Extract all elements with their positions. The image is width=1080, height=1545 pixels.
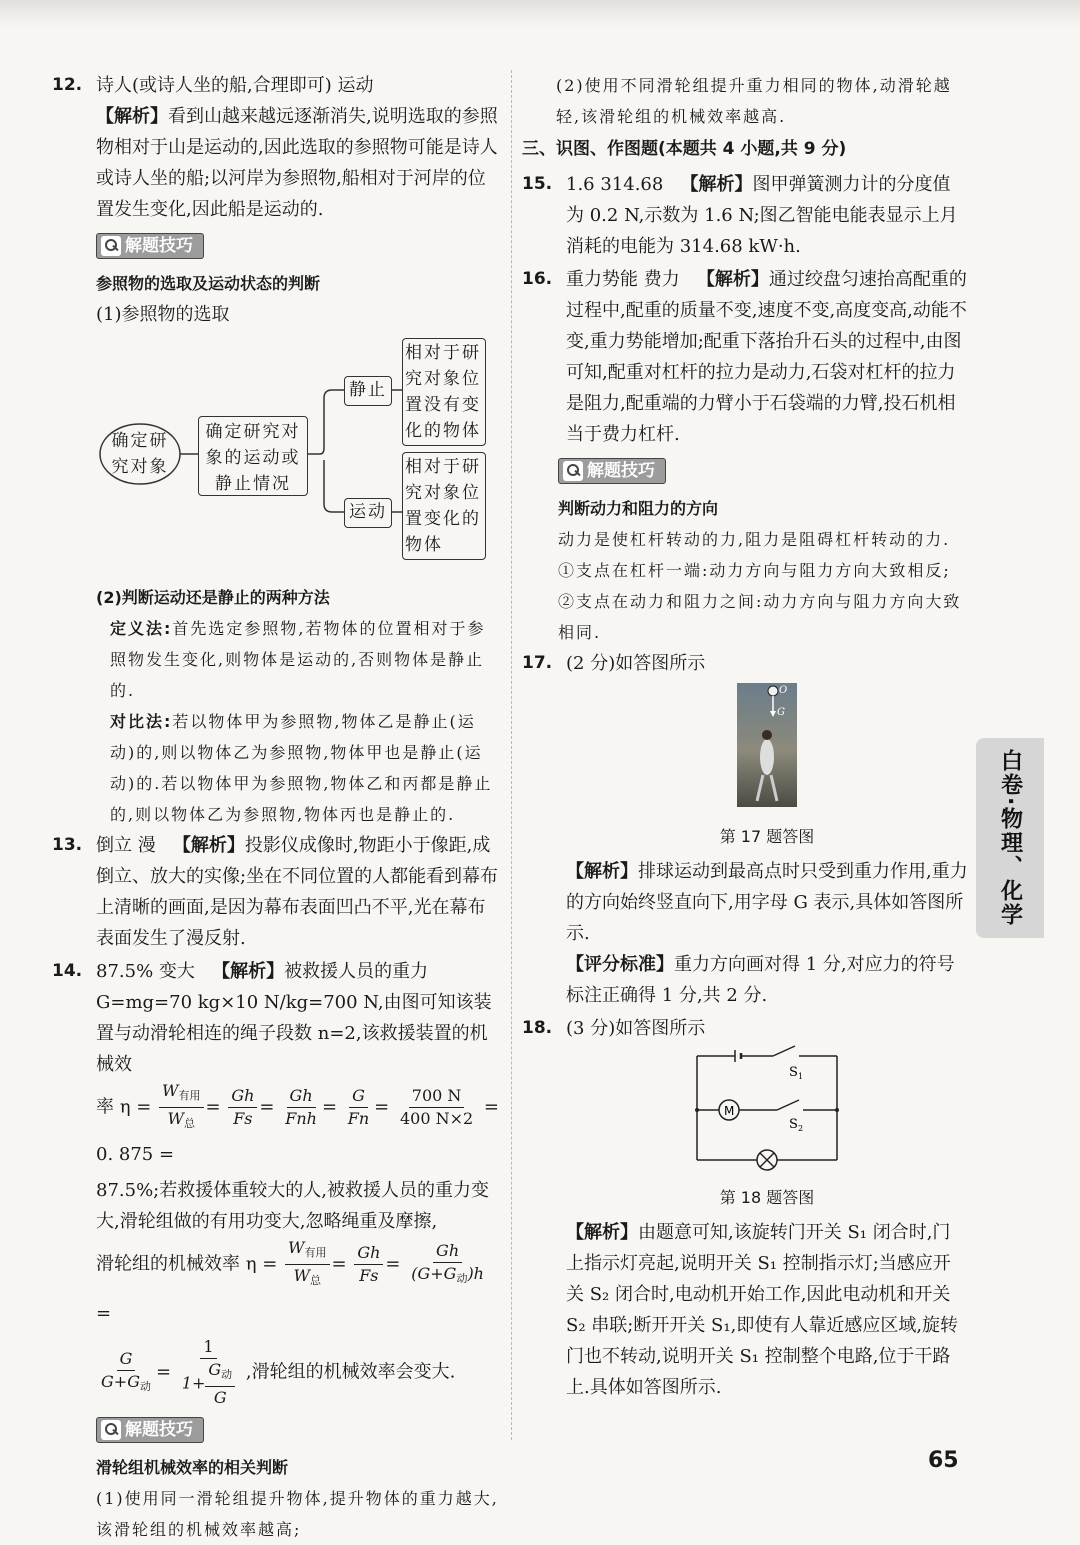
question-number: 18. bbox=[522, 1018, 553, 1038]
svg-text:M: M bbox=[724, 1104, 735, 1118]
tips-title: 判断动力和阻力的方向 bbox=[558, 499, 719, 518]
tips-badge: 解题技巧 bbox=[96, 233, 204, 259]
svg-text:S: S bbox=[789, 1065, 798, 1080]
svg-text:S: S bbox=[789, 1117, 798, 1132]
figure-17 bbox=[566, 683, 968, 852]
score-text: 重力方向画对得 1 分,对应力的符号标注正确得 1 分,共 2 分. bbox=[566, 954, 955, 1006]
figure-caption: 第 18 题答图 bbox=[719, 1188, 815, 1207]
tips-item-2: (2)使用不同滑轮组提升重力相同的物体,动滑轮越轻,该滑轮组的机械效率越高. bbox=[556, 76, 952, 126]
question-12 bbox=[52, 70, 500, 225]
volleyball-figure bbox=[737, 683, 797, 807]
question-18 bbox=[522, 1013, 968, 1403]
tips-title: 滑轮组机械效率的相关判断 bbox=[96, 1458, 289, 1477]
answer: 倒立 漫 bbox=[96, 835, 156, 856]
comparison-label: 对比法: bbox=[110, 712, 173, 731]
section-heading: 三、识图、作图题(本题共 4 小题,共 9 分) bbox=[522, 139, 847, 159]
tips-title: 参照物的选取及运动状态的判断 bbox=[96, 274, 321, 293]
comparison-text: 若以物体甲为参照物,物体乙是静止(运动)的,则以物体乙为参照物,物体甲也是静止(运动)的.若以物体甲为参照物,物体乙和丙都是静止的,则以物体乙为参照物,物体丙也是静止的. bbox=[110, 712, 493, 824]
analysis-tag: 【解析】 bbox=[680, 174, 753, 195]
analysis-text: 看到山越来越远逐渐消失,说明选取的参照物相对于山是运动的,因此选取的参照物可能是诗人或诗人坐的船;以河岸为参照物,船相对于河岸的位置发生变化,因此船是运动的. bbox=[96, 106, 498, 220]
page-number: 65 bbox=[928, 1448, 959, 1473]
analysis-tag: 【解析】 bbox=[696, 269, 769, 290]
mindmap-leaf-moving: 相对于研究对象位置变化的物体 bbox=[402, 452, 486, 560]
question-number: 13. bbox=[52, 835, 83, 855]
tips-item-0: 动力是使杠杆转动的力,阻力是阻碍杠杆转动的力. bbox=[558, 530, 951, 549]
analysis-tag: 【解析】 bbox=[212, 961, 285, 982]
figure-caption: 第 17 题答图 bbox=[719, 827, 815, 846]
magnifier-icon bbox=[563, 461, 583, 481]
answer: (3 分)如答图所示 bbox=[566, 1018, 706, 1039]
circuit-diagram bbox=[687, 1048, 847, 1168]
analysis-text: 通过绞盘匀速抬高配重的过程中,配重的质量不变,速度不变,高度变高,动能不变,重力势能增加;配重下落抬升石头的过程中,由图可知,配重对杠杆的拉力是动力,石袋对杠杆的拉力是阻力,配重端的力臂小于石袋端的力臂,投石机相当于费力杠杆. bbox=[566, 269, 967, 445]
analysis-text: 图甲弹簧测力计的分度值为 0.2 N,示数为 1.6 N;图乙智能电能表显示上月消耗的电能为 314.68 kW·h. bbox=[566, 174, 958, 257]
question-13 bbox=[52, 830, 500, 954]
svg-text:1: 1 bbox=[798, 1072, 804, 1081]
analysis-tag: 【解析】 bbox=[96, 106, 168, 127]
question-17 bbox=[522, 648, 968, 1011]
mindmap-leaf-static: 相对于研究对象位置没有变化的物体 bbox=[402, 338, 486, 446]
svg-text:G: G bbox=[777, 707, 785, 718]
right-column bbox=[522, 70, 968, 1405]
svg-text:O: O bbox=[779, 685, 788, 696]
tips-sub1: (1)参照物的选取 bbox=[96, 304, 230, 325]
answer: 重力势能 费力 bbox=[566, 269, 680, 290]
analysis-line2: 87.5%;若救援体重较大的人,被救援人员的重力变大,滑轮组做的有用功变大,忽略绳重及摩擦, bbox=[96, 1180, 489, 1232]
question-number: 17. bbox=[522, 653, 553, 673]
analysis-tag: 【解析】 bbox=[566, 861, 638, 882]
magnifier-icon bbox=[101, 1420, 121, 1440]
answer: (2 分)如答图所示 bbox=[566, 653, 706, 674]
tips-item-1: (1)使用同一滑轮组提升物体,提升物体的重力越大,该滑轮组的机械效率越高; bbox=[96, 1489, 499, 1539]
analysis-tag: 【解析】 bbox=[172, 835, 245, 856]
mindmap-static: 静止 bbox=[344, 376, 392, 406]
answer: 诗人(或诗人坐的船,合理即可) 运动 bbox=[96, 75, 374, 96]
definition-text: 首先选定参照物,若物体的位置相对于参照物发生变化,则物体是运动的,否则物体是静止的. bbox=[110, 619, 486, 700]
score-tag: 【评分标准】 bbox=[566, 954, 674, 975]
magnifier-icon bbox=[101, 236, 121, 256]
analysis-text: 由题意可知,该旋转门开关 S₁ 闭合时,门上指示灯亮起,说明开关 S₁ 控制指示灯;当感应开关 S₂ 闭合时,电动机开始工作,因此电动机和开关 S₂ 串联;断开开关 S₁,即使有人靠近感应区域,旋转门也不转动,说明开关 S₁ 控制整个电路,位于干路上.具体如答图所示. bbox=[566, 1222, 959, 1398]
reference-mindmap bbox=[52, 338, 500, 574]
efficiency-formula-3: $\frac{G}{\text{G+G动}}$ = 1 1+ $\frac{\text{G动}}{G}$ ,滑轮组的机械效率会变大. bbox=[101, 1337, 456, 1407]
question-number: 15. bbox=[522, 174, 553, 194]
column-divider bbox=[511, 70, 512, 1440]
tips-item-2: ②支点在动力和阻力之间:动力方向与阻力方向大致相同. bbox=[558, 592, 962, 642]
answer: 1.6 314.68 bbox=[566, 174, 664, 195]
question-14 bbox=[52, 956, 500, 1409]
analysis-tag: 【解析】 bbox=[566, 1222, 638, 1243]
mindmap-moving: 运动 bbox=[344, 498, 392, 528]
analysis-text: 投影仪成像时,物距小于像距,成倒立、放大的实像;坐在不同位置的人都能看到幕布上清晰的画面,是因为幕布表面凹凸不平,光在幕布表面发生了漫反射. bbox=[96, 835, 499, 949]
scan-top-edge bbox=[0, 0, 1080, 28]
left-column bbox=[52, 70, 500, 1545]
figure-18 bbox=[566, 1048, 968, 1213]
question-16 bbox=[522, 264, 968, 450]
analysis-line1: 被救援人员的重力 G=mg=70 kg×10 N/kg=700 N,由图可知该装置与动滑轮相连的绳子段数 n=2,该救援装置的机械效 bbox=[96, 961, 492, 1075]
efficiency-formula-1: 率 η = $\frac{\text{W有用}}{\text{W总}}$ = $\frac{Gh}{Fs}$ = $\frac{Gh}{\text{Fnh}}$ = $\frac{G}{Fn}$ = $\frac{700 N}{400 N\times 2}$ = 0. 875 = bbox=[96, 1081, 500, 1165]
question-number: 14. bbox=[52, 961, 83, 981]
tips-item-1: ①支点在杠杆一端:动力方向与阻力方向大致相反; bbox=[558, 561, 951, 580]
question-number: 12. bbox=[52, 75, 83, 95]
side-tab: 白卷·物理、化学 bbox=[976, 738, 1044, 938]
definition-label: 定义法: bbox=[110, 619, 173, 638]
mindmap-root: 确定研究对象 bbox=[111, 431, 169, 477]
question-number: 16. bbox=[522, 269, 553, 289]
svg-text:2: 2 bbox=[798, 1124, 804, 1133]
volleyball-photo bbox=[737, 683, 797, 807]
tips-badge: 解题技巧 bbox=[96, 1417, 204, 1443]
analysis-text: 排球运动到最高点时只受到重力作用,重力的方向始终竖直向下,用字母 G 表示,具体如答图所示. bbox=[566, 861, 968, 944]
tips-badge: 解题技巧 bbox=[558, 458, 666, 484]
question-15 bbox=[522, 169, 968, 262]
answer: 87.5% 变大 bbox=[96, 961, 195, 982]
tips-sub2: (2)判断运动还是静止的两种方法 bbox=[96, 588, 330, 607]
efficiency-formula-2: 滑轮组的机械效率 η = $\frac{\text{W有用}}{\text{W总}}$ = $\frac{Gh}{Fs}$ = $\frac{Gh}{\text{(G+G动)h}}$ = bbox=[96, 1238, 484, 1324]
mindmap-middle: 确定研究对象的运动或静止情况 bbox=[198, 416, 308, 496]
